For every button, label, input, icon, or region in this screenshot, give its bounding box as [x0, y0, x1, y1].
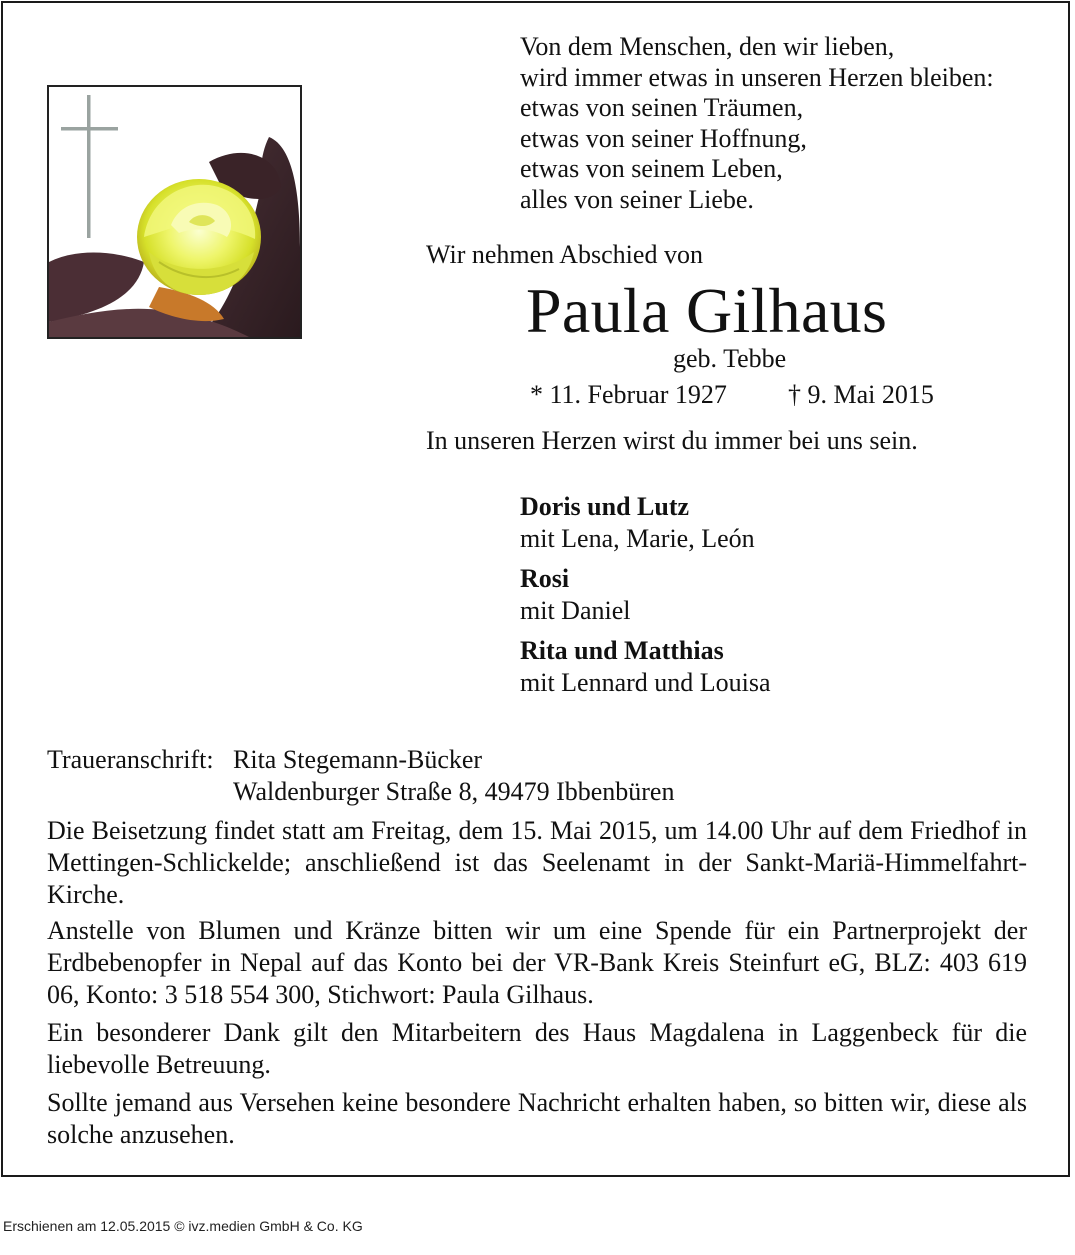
poem-line: etwas von seinem Leben, — [520, 154, 783, 183]
address-street: Waldenburger Straße 8, 49479 Ibbenbüren — [233, 777, 675, 806]
mourner-group — [520, 563, 771, 627]
notice-paragraph: Sollte jemand aus Versehen keine besondere Nachricht erhalten haben, so bitten wir, diese als solche anzusehen. — [47, 1088, 1027, 1149]
donation-paragraph: Anstelle von Blumen und Kränze bitten wir um eine Spende für ein Partnerprojekt der Erdbebenopfer in Nepal auf das Konto bei der VR-Bank Kreis Steinfurt eG, BLZ: 403 619 06, Konto: 3 518 554 300, Stichwort: Paula Gilhaus. — [47, 916, 1027, 1009]
address-name: Rita Stegemann-Bücker — [233, 745, 483, 774]
mourner-group — [520, 635, 771, 699]
death-date: † 9. Mai 2015 — [788, 380, 934, 409]
mourner-names: Rita und Matthias — [520, 636, 724, 665]
maiden-name: geb. Tebbe — [673, 344, 787, 373]
motto: In unseren Herzen wirst du immer bei uns sein. — [426, 426, 918, 455]
thanks-paragraph: Ein besonderer Dank gilt den Mitarbeitern des Haus Magdalena in Laggenbeck für die liebevolle Betreuung. — [47, 1018, 1027, 1079]
poem-line: wird immer etwas in unseren Herzen bleiben: — [520, 62, 994, 92]
rose-with-cross-image — [47, 85, 302, 339]
mourner-names: Doris und Lutz — [520, 492, 690, 521]
poem-line: etwas von seinen Träumen, — [520, 93, 804, 122]
poem-line: etwas von seiner Hoffnung, — [520, 123, 807, 153]
mourner-children: mit Lennard und Louisa — [520, 668, 771, 697]
poem-line: alles von seiner Liebe. — [520, 184, 754, 214]
intro-text: Wir nehmen Abschied von — [426, 240, 703, 269]
mourner-children: mit Daniel — [520, 596, 631, 625]
funeral-info-paragraph: Die Beisetzung findet statt am Freitag, dem 15. Mai 2015, um 14.00 Uhr auf dem Friedhof in Mettingen-Schlickelde; anschließend ist das Seelenamt in der Sankt-Mariä-Himmelfahrt-Kirche. — [47, 816, 1027, 909]
mourner-children: mit Lena, Marie, León — [520, 524, 755, 553]
poem-line: Von dem Menschen, den wir lieben, — [520, 32, 895, 61]
deceased-name: Paula Gilhaus — [526, 275, 888, 346]
birth-date: * 11. Februar 1927 — [530, 380, 727, 409]
address-label: Traueranschrift: — [47, 745, 214, 774]
poem — [520, 32, 994, 215]
mourner-group — [520, 491, 771, 555]
publication-footer: Erschienen am 12.05.2015 © ivz.medien GmbH & Co. KG — [3, 1218, 363, 1234]
mourners-list — [520, 491, 771, 707]
mourner-names: Rosi — [520, 564, 570, 593]
